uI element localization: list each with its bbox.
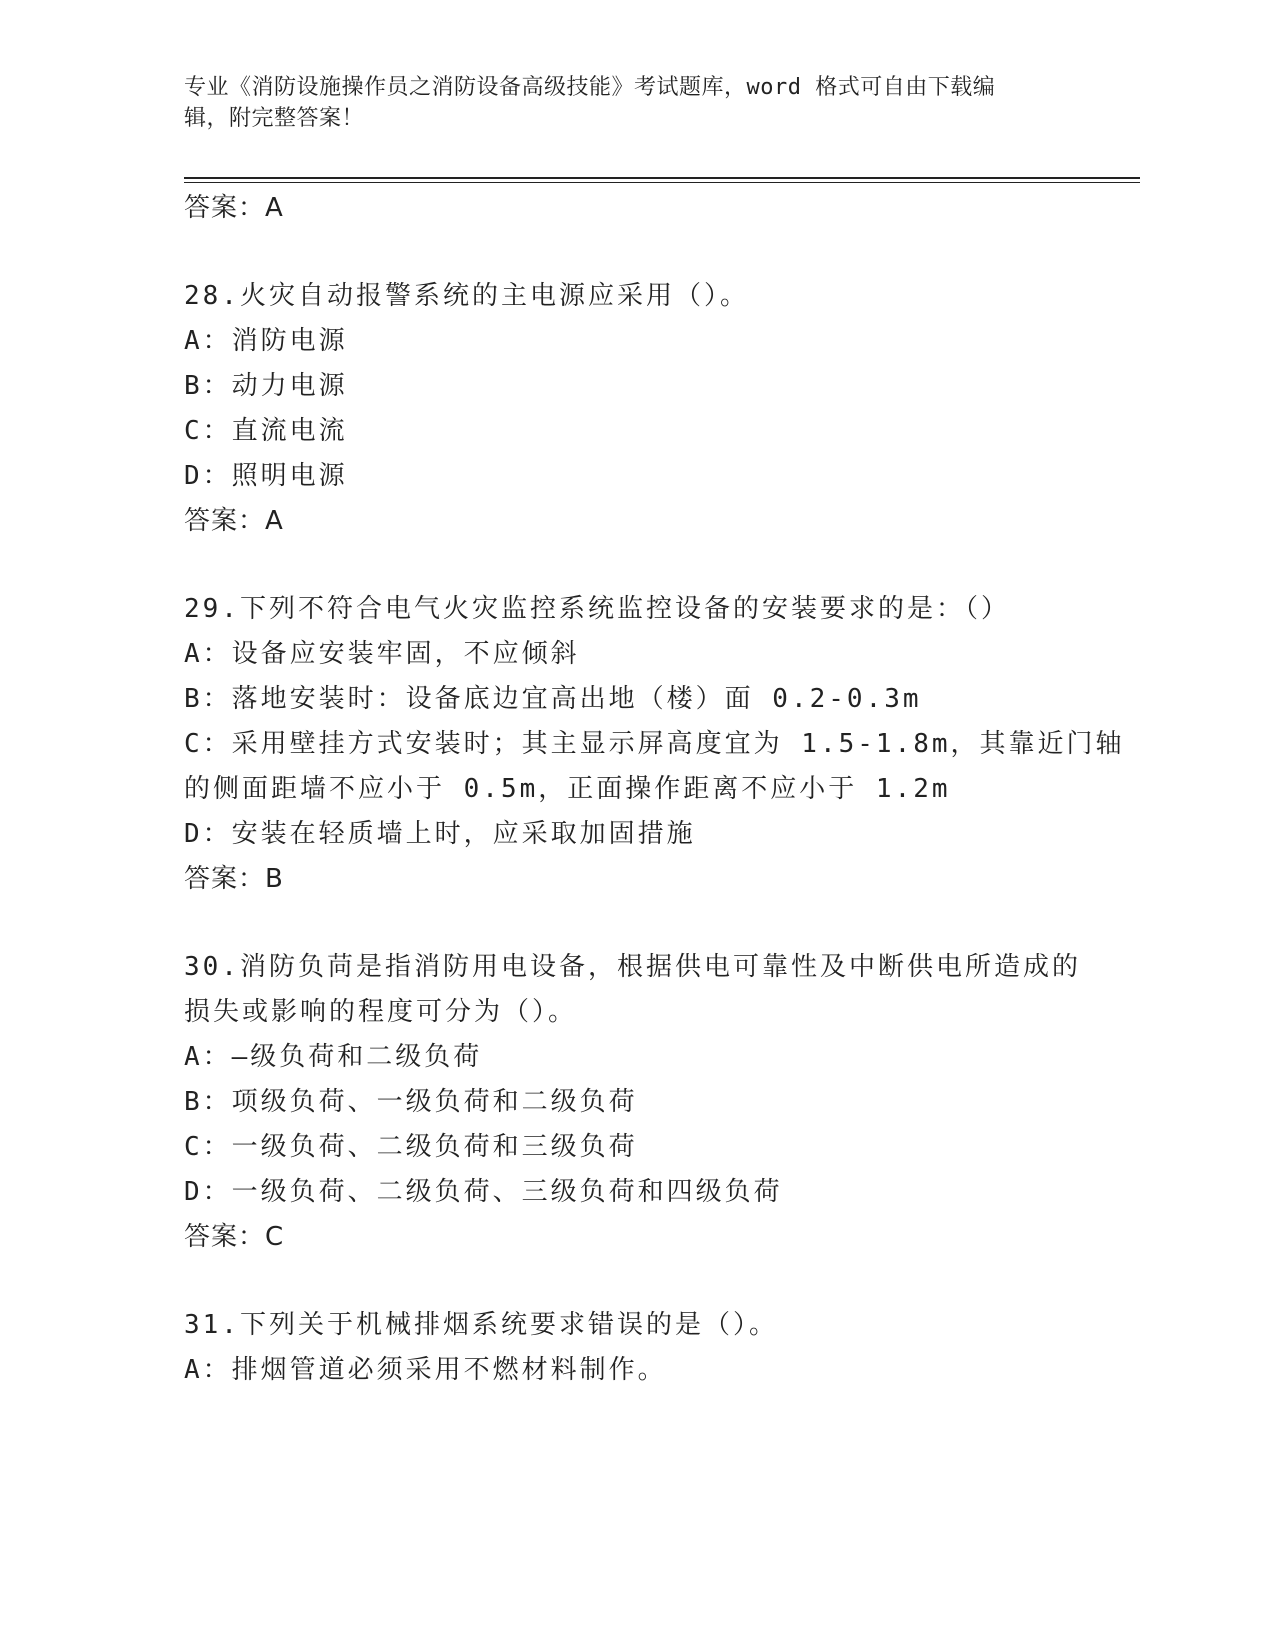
question-31 [184, 1303, 1084, 1393]
option-c: C：一级负荷、二级负荷和三级负荷 [184, 1132, 638, 1162]
spacer [184, 544, 1084, 587]
option-d: D：安装在轻质墙上时，应采取加固措施 [184, 819, 696, 849]
question-stem: 31.下列关于机械排烟系统要求错误的是（）。 [184, 1310, 778, 1340]
previous-answer: 答案：A [184, 193, 284, 223]
option-a: A：设备应安装牢固，不应倾斜 [184, 639, 580, 669]
spacer [184, 902, 1084, 945]
question-29 [184, 587, 1125, 902]
spacer [184, 1260, 1084, 1303]
option-b: B：动力电源 [184, 371, 348, 401]
spacer [184, 231, 1084, 274]
option-c: C：采用壁挂方式安装时；其主显示屏高度宜为 1.5-1.8m，其靠近门轴 [184, 729, 1125, 759]
option-a: A：—级负荷和二级负荷 [184, 1042, 483, 1072]
header-divider-thin [184, 182, 1140, 183]
answer: 答案：A [184, 506, 284, 536]
option-b: B：落地安装时：设备底边宜高出地（楼）面 0.2-0.3m [184, 684, 922, 714]
question-list [184, 186, 1125, 1393]
header-divider-thick [184, 177, 1140, 179]
page-header [184, 72, 1064, 134]
option-d: D：一级负荷、二级负荷、三级负荷和四级负荷 [184, 1177, 783, 1207]
option-a: A：消防电源 [184, 326, 348, 356]
question-stem: 28.火灾自动报警系统的主电源应采用（）。 [184, 281, 749, 311]
question-stem: 29.下列不符合电气火灾监控系统监控设备的安装要求的是：（） [184, 594, 1010, 624]
answer: 答案：B [184, 864, 284, 894]
option-b: B：项级负荷、一级负荷和二级负荷 [184, 1087, 638, 1117]
question-28 [184, 274, 1084, 544]
option-c: C：直流电流 [184, 416, 348, 446]
question-30 [184, 945, 1084, 1260]
option-c-continued: 的侧面距墙不应小于 0.5m，正面操作距离不应小于 1.2m [184, 774, 951, 804]
header-line-1: 专业《消防设施操作员之消防设备高级技能》考试题库，word 格式可自由下载编 [184, 75, 996, 100]
question-stem-continued: 损失或影响的程度可分为（）。 [184, 997, 578, 1027]
option-d: D：照明电源 [184, 461, 348, 491]
header-line-2: 辑，附完整答案！ [184, 106, 365, 131]
answer: 答案：C [184, 1222, 285, 1252]
question-stem: 30.消防负苘是指消防用电设备，根据供电可靠性及中断供电所造成的 [184, 952, 1081, 982]
option-a: A：排烟管道必须采用不燃材料制作。 [184, 1355, 667, 1385]
